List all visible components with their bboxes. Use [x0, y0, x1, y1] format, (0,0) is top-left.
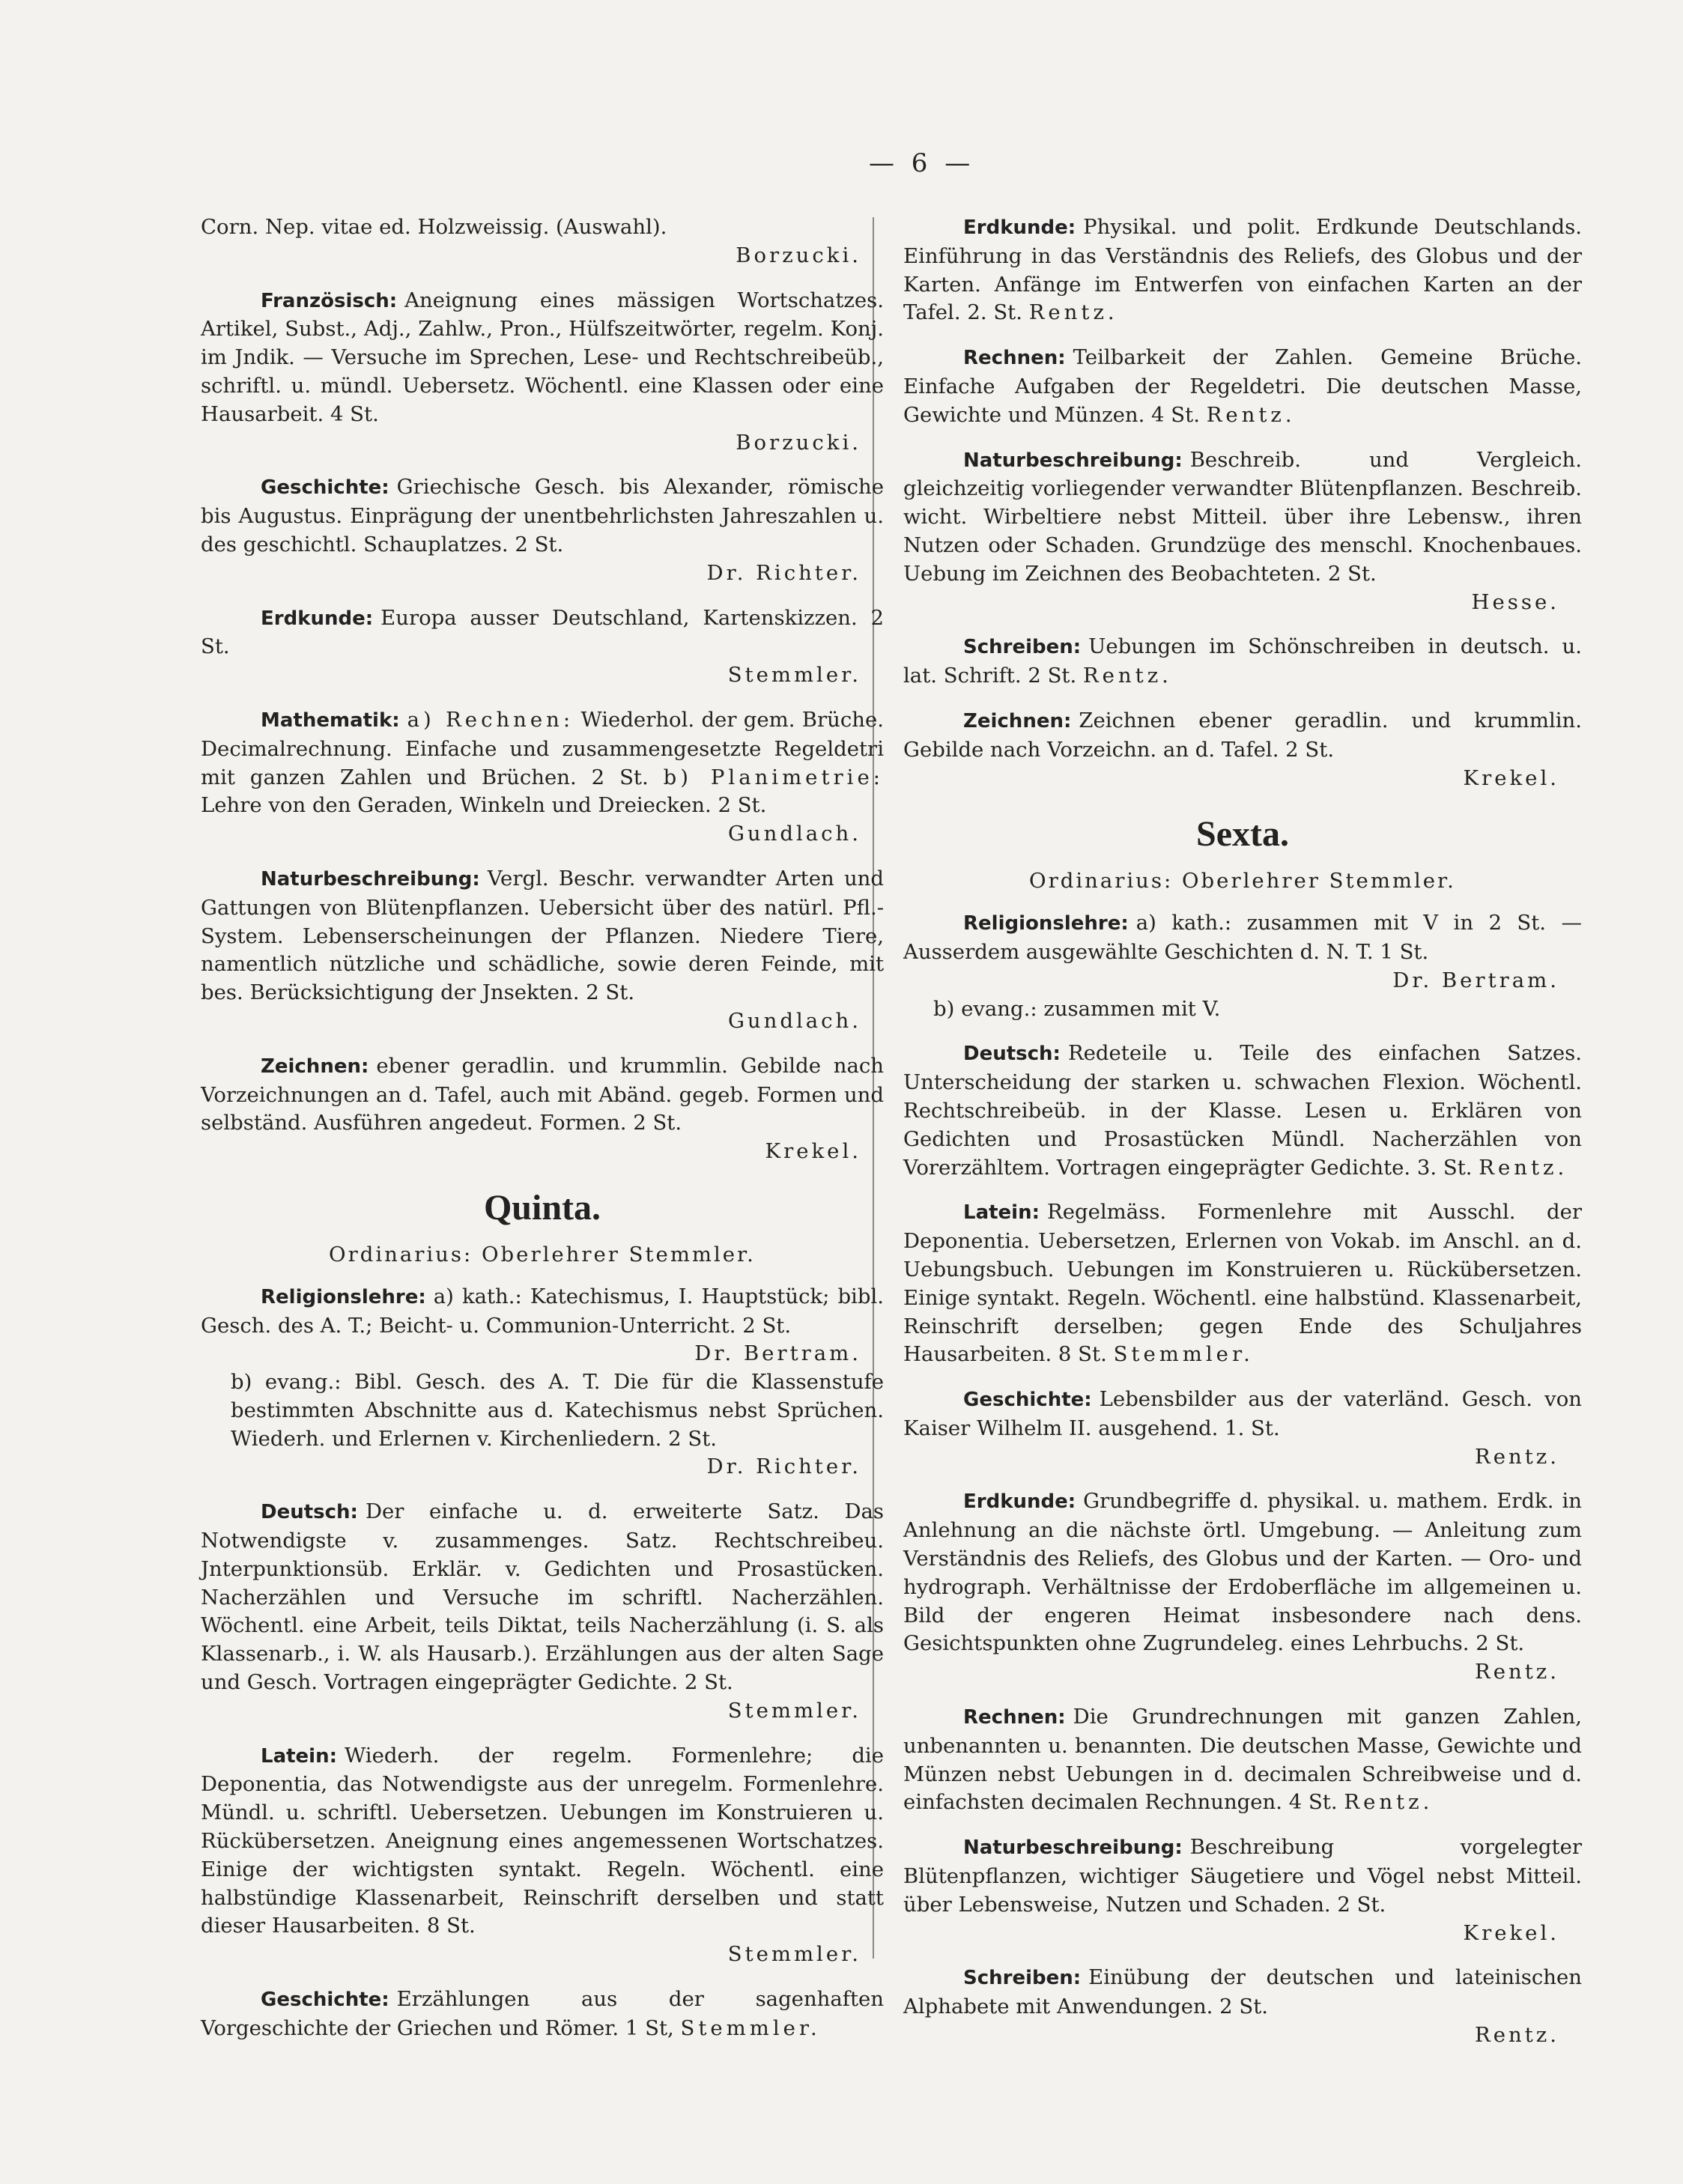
entry-zeichnen: [201, 1052, 884, 1166]
entry-latein: [903, 1198, 1582, 1369]
entry-naturbeschreibung: [903, 446, 1582, 617]
teacher-name: Gundlach.: [727, 1008, 861, 1033]
subject-text: Uebungen im Schönschreiben in deutsch. u. lat. Schrift. 2 St.: [903, 634, 1582, 688]
subject-text: Aneignung eines mässigen Wortschatzes. Artikel, Subst., Adj., Zahlw., Pron., Hülfszeitwörter, regelm. Konj. im Jndik. — Versuche im Sprechen, Lese- und Rechtschreibeüb., schriftl. u. mündl. Uebersetz. Wöchentl. eine Klassen oder eine Hausarbeit. 4 St.: [201, 288, 884, 426]
subject-text: ebener geradlin. und krummlin. Gebilde nach Vorzeichnungen an d. Tafel, auch mit Abänd. gegeb. Formen und selbständ. Ausführen angedeut. Formen. 2 St.: [201, 1053, 884, 1135]
subject-label: Religionslehre:: [963, 912, 1129, 935]
subject-text: Regelmäss. Formenlehre mit Ausschl. der Deponentia. Uebersetzen, Erlernen von Vokab. im Anschl. an d. Uebungsbuch. Uebungen im Konstruieren u. Rückübersetzen. Einige syntakt. Regeln. Wöchentl. eine halbstünd. Klassenarbeit, Reinschrift derselben; gegen Ende des Schuljahres Hausarbeiten. 8 St.: [903, 1200, 1582, 1367]
subject-label: Naturbeschreibung:: [261, 867, 480, 891]
section-title-quinta: Quinta.: [483, 1187, 601, 1228]
ordinarius: Ordinarius: Oberlehrer Stemmler.: [1029, 869, 1456, 894]
page-number: — 6 —: [869, 148, 975, 178]
subject-text: Vergl. Beschr. verwandter Arten und Gattungen von Blütenpflanzen. Uebersicht über des natürl. Pfl.-System. Lebenserscheinungen der Pflanzen. Niedere Tiere, namentlich nützliche und schädliche, sowie deren Feinde, mit bes. Berücksichtigung der Jnsekten. 2 St.: [201, 866, 884, 1005]
subject-text: Teilbarkeit der Zahlen. Gemeine Brüche. Einfache Aufgaben der Regeldetri. Die deutschen Masse, Gewichte und Münzen. 4 St.: [903, 345, 1582, 427]
cornelius-text: Corn. Nep. vitae ed. Holzweissig. (Auswahl).: [201, 215, 667, 239]
entry-naturbeschreibung-sexta: [903, 1833, 1582, 1947]
subject-text: Lehre von den Geraden, Winkeln und Dreiecken. 2 St.: [201, 793, 767, 818]
teacher-name: Dr. Bertram.: [694, 1341, 861, 1366]
subject-label: Schreiben:: [963, 1967, 1082, 1990]
entry-cornelius: [201, 213, 884, 270]
entry-erdkunde: [201, 604, 884, 690]
teacher-name: Krekel.: [1463, 765, 1559, 790]
subject-text: b) evang.: Bibl. Gesch. des A. T. Die für die Klassenstufe bestimmten Abschnitte aus d. Katechismus nebst Sprüchen. Wiederh. und Erlernen v. Kirchenliedern. 2 St.: [231, 1370, 884, 1451]
cornelius-teacher: Borzucki.: [736, 243, 861, 267]
subject-label: Geschichte:: [261, 476, 389, 500]
teacher-name: Stemmler.: [727, 663, 861, 688]
teacher-name: Stemmler.: [727, 1942, 861, 1967]
ordinarius: Ordinarius: Oberlehrer Stemmler.: [329, 1242, 756, 1267]
subject-label: Rechnen:: [963, 1706, 1066, 1729]
subject-text: Physikal. und polit. Erdkunde Deutschlands. Einführung in das Verständnis des Reliefs, des Globus und der Karten. Anfänge im Entwerfen von einfachen Karten an der Tafel. 2. St.: [903, 215, 1582, 325]
teacher-name: Rentz.: [1475, 1660, 1559, 1684]
entry-religion: [201, 1283, 884, 1482]
entry-mathematik: [201, 706, 884, 849]
teacher-name: Stemmler.: [1113, 1342, 1254, 1367]
subject-text: Grundbegriffe d. physikal. u. mathem. Erdk. in Anlehnung an die nächste örtl. Umgebung. — Anleitung zum Verständnis des Reliefs, des Globus und der Karten. — Oro- und hydrograph. Verhältnisse der Erdoberfläche im allgemeinen u. Bild der engeren Heimat insbesondere nach dens. Gesichtspunkten ohne Zugrundeleg. eines Lehrbuchs. 2 St.: [903, 1489, 1582, 1656]
entry-erdkunde-sexta: [903, 1487, 1582, 1687]
subject-label: Latein:: [963, 1201, 1040, 1225]
teacher-name: Krekel.: [1463, 1920, 1559, 1945]
teacher-name: Stemmler.: [680, 2015, 821, 2040]
teacher-name: Rentz.: [1475, 2023, 1559, 2048]
subject-label: Erdkunde:: [963, 1490, 1076, 1514]
subject-label: Erdkunde:: [963, 216, 1076, 239]
subject-text: a) kath.: Katechismus, I. Hauptstück; bibl. Gesch. des A. T.; Beicht- u. Communion-Unterricht. 2 St.: [201, 1284, 884, 1338]
entry-schreiben-sexta: [903, 1964, 1582, 2049]
teacher-name: Rentz.: [1479, 1155, 1568, 1180]
right-column: [903, 213, 1582, 2066]
subject-text: Beschreibung vorgelegter Blütenpflanzen, wichtiger Säugetiere und Vögel nebst Mitteil. über Lebensweise, Nutzen und Schaden. 2 St.: [903, 1835, 1582, 1917]
subject-text: Wiederh. der regelm. Formenlehre; die Deponentia, das Notwendigste aus der unregelm. Formenlehre. Mündl. u. schriftl. Uebersetzen. Uebungen im Konstruieren u. Rückübersetzen. Aneignung eines angemessenen Wortschatzes. Einige der wichtigsten syntakt. Regeln. Wöchentl. eine halbstündige Klassenarbeit, Reinschrift derselben und statt dieser Hausarbeiten. 8 St.: [201, 1743, 884, 1938]
teacher-name: Krekel.: [765, 1139, 861, 1164]
subject-text: Zeichnen ebener geradlin. und krummlin. Gebilde nach Vorzeichn. an d. Tafel. 2 St.: [903, 708, 1582, 762]
subject-text: Einübung der deutschen und lateinischen Alphabete mit Anwendungen. 2 St.: [903, 1965, 1582, 2019]
subject-label: Zeichnen:: [261, 1055, 369, 1078]
teacher-name: Hesse.: [1471, 589, 1559, 614]
teacher-name: Borzucki.: [736, 430, 861, 455]
subject-label: Geschichte:: [963, 1389, 1092, 1412]
subject-text: Erzählungen aus der sagenhaften Vorgeschichte der Griechen und Römer. 1 St,: [201, 1987, 884, 2040]
subject-label: Französisch:: [261, 289, 398, 312]
entry-deutsch: [201, 1498, 884, 1725]
entry-geschichte-quinta: [201, 1986, 884, 2043]
subject-text: Beschreib. und Vergleich. gleichzeitig vorliegender verwandter Blütenpflanzen. Beschreib. wicht. Wirbeltiere nebst Mitteil. über ihre Lebensw., ihren Nutzen oder Schaden. Grundzüge des menschl. Knochenbaues. Uebung im Zeichnen des Beobachteten. 2 St.: [903, 447, 1582, 586]
left-column: [201, 213, 884, 2060]
teacher-name: Rentz.: [1082, 664, 1172, 688]
entry-rechnen: [903, 344, 1582, 429]
entry-religion: [903, 909, 1582, 1023]
subject-label: Schreiben:: [963, 636, 1082, 659]
subject-label: Rechnen:: [963, 347, 1066, 370]
subject-text: Die Grundrechnungen mit ganzen Zahlen, unbenannten u. benannten. Die deutschen Masse, Gewichte und Münzen nebst Uebungen in d. decimalen Schreibweise und d. einfachsten decimalen Rechnungen. 4 St.: [903, 1705, 1582, 1815]
subject-subhead: a) Rechnen:: [407, 707, 574, 732]
subject-subhead: b) Planimetrie:: [663, 765, 884, 789]
subject-text: Wiederhol. der gem. Brüche. Decimalrechnung. Einfache und zusammengesetzte Regeldetri mit ganzen Zahlen und Brüchen. 2 St.: [201, 707, 884, 789]
subject-text: Der einfache u. d. erweiterte Satz. Das Notwendigste v. zusammenges. Satz. Rechtschreibeu. Jnterpunktionsüb. Erklär. v. Gedichten und Prosastücken. Nacherzählen und Versuche im schriftl. Nacherzählen. Wöchentl. eine Arbeit, teils Diktat, teils Nacherzählung (i. S. als Klassenarb., i. W. als Hausarb.). Erzählungen aus der alten Sage und Gesch. Vortragen eingeprägter Gedichte. 2 St.: [201, 1499, 884, 1695]
teacher-name: Dr. Bertram.: [1392, 968, 1559, 992]
subject-label: Deutsch:: [261, 1501, 358, 1524]
subject-label: Naturbeschreibung:: [963, 449, 1183, 472]
entry-erdkunde: [903, 213, 1582, 327]
entry-geschichte: [903, 1386, 1582, 1471]
teacher-name: Rentz.: [1028, 300, 1118, 325]
subject-label: Geschichte:: [261, 1989, 389, 2012]
entry-schreiben: [903, 633, 1582, 691]
entry-franzoesisch: [201, 287, 884, 458]
section-title-sexta: Sexta.: [1196, 814, 1289, 855]
subject-label: Mathematik:: [261, 709, 400, 732]
teacher-name: Rentz.: [1344, 1790, 1434, 1815]
teacher-name: Dr. Richter.: [706, 1455, 861, 1479]
entry-rechnen-sexta: [903, 1703, 1582, 1817]
subject-label: Naturbeschreibung:: [963, 1836, 1183, 1860]
subject-text: Europa ausser Deutschland, Kartenskizzen. 2 St.: [201, 605, 884, 659]
entry-latein: [201, 1742, 884, 1969]
teacher-name: Gundlach.: [727, 822, 861, 846]
subject-text: b) evang.: zusammen mit V.: [933, 996, 1221, 1021]
entry-naturbeschreibung: [201, 865, 884, 1036]
teacher-name: Dr. Richter.: [706, 560, 861, 585]
subject-text: Lebensbilder aus der vaterländ. Gesch. von Kaiser Wilhelm II. ausgehend. 1. St.: [903, 1387, 1582, 1440]
entry-geschichte: [201, 473, 884, 587]
subject-label: Zeichnen:: [963, 709, 1072, 732]
subject-label: Religionslehre:: [261, 1285, 426, 1308]
subject-text: Redeteile u. Teile des einfachen Satzes. Unterscheidung der starken u. schwachen Flexion. Wöchentl. Rechtschreibeüb. in der Klasse. Lesen u. Erklären von Gedichten und Prosastücken Mündl. Nacherzählen von Vorerzähltem. Vortragen eingeprägter Gedichte. 3. St.: [903, 1041, 1582, 1180]
teacher-name: Rentz.: [1206, 402, 1296, 427]
subject-text: Griechische Gesch. bis Alexander, römische bis Augustus. Einprägung der unentbehrlichsten Jahreszahlen u. des geschichtl. Schauplatzes. 2 St.: [201, 475, 884, 556]
subject-label: Erdkunde:: [261, 607, 374, 630]
subject-label: Deutsch:: [963, 1043, 1061, 1066]
entry-zeichnen: [903, 707, 1582, 792]
entry-deutsch: [903, 1040, 1582, 1182]
teacher-name: Rentz.: [1475, 1444, 1559, 1469]
teacher-name: Stemmler.: [727, 1698, 861, 1723]
subject-text: a) kath.: zusammen mit V in 2 St. — Ausserdem ausgewählte Geschichten d. N. T. 1 St.: [903, 911, 1582, 964]
subject-label: Latein:: [261, 1744, 337, 1768]
